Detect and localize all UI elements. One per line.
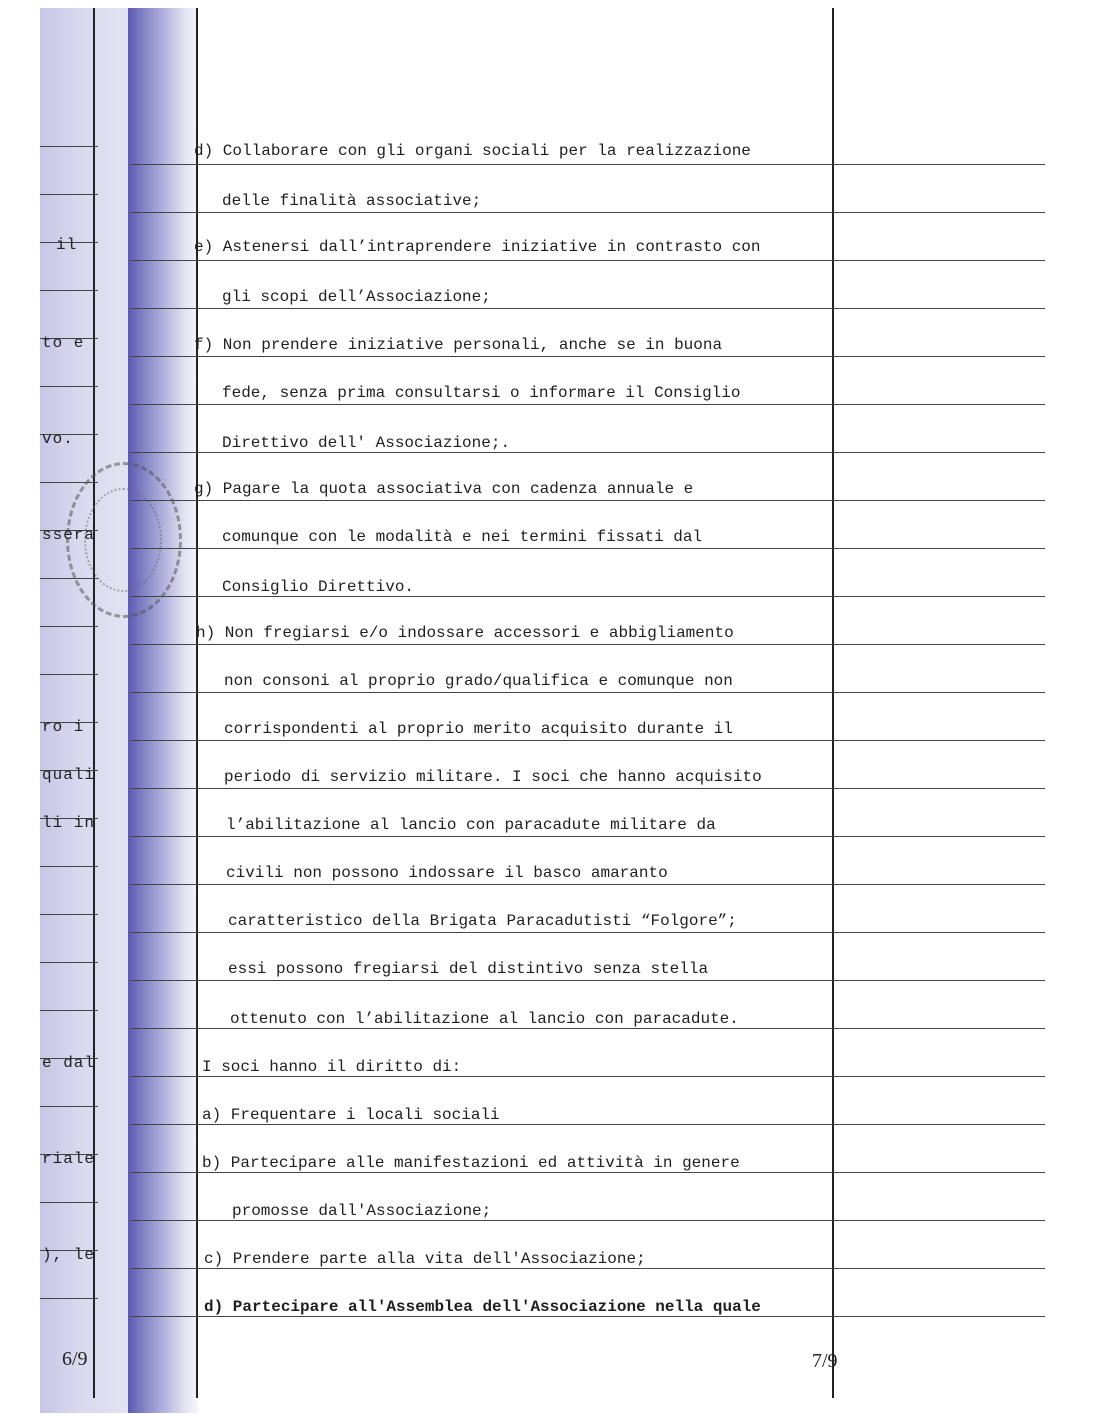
ruled-line-left: [40, 194, 98, 195]
left-fragment: ssera: [42, 526, 96, 544]
left-fragment: ro i: [42, 718, 85, 736]
text-line: comunque con le modalità e nei termini fissati dal: [222, 528, 703, 546]
seal-stamp-inner-ring: [84, 488, 162, 592]
ruled-line: [130, 404, 1045, 405]
ruled-line-left: [40, 146, 98, 147]
ruled-line-left: [40, 1202, 98, 1203]
text-line: periodo di servizio militare. I soci che hanno acquisito: [224, 768, 762, 786]
ruled-line: [130, 308, 1045, 309]
text-line: corrispondenti al proprio merito acquisito durante il: [224, 720, 733, 738]
ruled-line-left: [40, 1106, 98, 1107]
text-line: Direttivo dell' Associazione;.: [222, 434, 511, 452]
text-line: l’abilitazione al lancio con paracadute militare da: [226, 816, 716, 834]
binding-spine-shadow: [128, 8, 198, 1413]
ruled-line-left: [40, 386, 98, 387]
ruled-line: [130, 692, 1045, 693]
left-fragment: ), le: [42, 1246, 96, 1264]
ruled-line: [130, 1124, 1045, 1125]
scan-margin: [0, 0, 40, 1414]
ruled-line: [130, 356, 1045, 357]
ruled-line-left: [40, 914, 98, 915]
text-line: essi possono fregiarsi del distintivo senza stella: [228, 960, 709, 978]
ruled-line: [130, 212, 1045, 213]
left-fragment: il: [56, 236, 78, 254]
text-line: c) Prendere parte alla vita dell'Associazione;: [204, 1250, 646, 1268]
text-line: promosse dall'Associazione;: [232, 1202, 492, 1220]
ruled-line-left: [40, 866, 98, 867]
text-line: civili non possono indossare il basco amaranto: [226, 864, 668, 882]
text-line: non consoni al proprio grado/qualifica e comunque non: [224, 672, 733, 690]
ruled-line: [130, 884, 1045, 885]
ruled-line: [130, 1076, 1045, 1077]
text-line: caratteristico della Brigata Paracadutisti “Folgore”;: [228, 912, 737, 930]
text-line: d) Collaborare con gli organi sociali per la realizzazione: [194, 142, 751, 160]
ruled-line: [130, 452, 1045, 453]
ruled-line-left: [40, 1010, 98, 1011]
ruled-line: [130, 788, 1045, 789]
text-line: I soci hanno il diritto di:: [202, 1058, 462, 1076]
ruled-line: [130, 1316, 1045, 1317]
text-line: g) Pagare la quota associativa con cadenza annuale e: [194, 480, 694, 498]
left-page-number: 6/9: [62, 1348, 88, 1370]
ruled-line: [130, 1268, 1045, 1269]
text-line: gli scopi dell’Associazione;: [222, 288, 491, 306]
right-page-number: 7/9: [812, 1350, 838, 1372]
ruled-line: [130, 1172, 1045, 1173]
text-line: f) Non prendere iniziative personali, anche se in buona: [194, 336, 723, 354]
ruled-line: [130, 164, 1045, 165]
text-line: fede, senza prima consultarsi o informare il Consiglio: [222, 384, 741, 402]
ruled-line-left: [40, 290, 98, 291]
text-line: h) Non fregiarsi e/o indossare accessori e abbigliamento: [196, 624, 734, 642]
ruled-line-left: [40, 674, 98, 675]
left-fragment: e dal: [42, 1054, 96, 1072]
text-line: ottenuto con l’abilitazione al lancio con paracadute.: [230, 1010, 739, 1028]
ruled-line: [130, 500, 1045, 501]
ruled-line: [130, 836, 1045, 837]
ruled-line-left: [40, 626, 98, 627]
ruled-line-left: [40, 962, 98, 963]
ruled-line: [130, 1220, 1045, 1221]
left-fragment: vo.: [42, 430, 74, 448]
text-line: a) Frequentare i locali sociali: [202, 1106, 500, 1124]
text-line: b) Partecipare alle manifestazioni ed attività in genere: [202, 1154, 740, 1172]
ruled-line: [130, 260, 1045, 261]
left-fragment: to e: [42, 334, 85, 352]
ruled-line: [130, 644, 1045, 645]
left-fragment: li in: [42, 814, 96, 832]
ruled-line: [130, 932, 1045, 933]
text-line: Consiglio Direttivo.: [222, 578, 415, 596]
right-page-right-rule: [832, 8, 834, 1398]
ruled-line-left: [40, 1298, 98, 1299]
ruled-line: [130, 1028, 1045, 1029]
ruled-line: [130, 596, 1045, 597]
text-line: e) Astenersi dall’intraprendere iniziative in contrasto con: [194, 238, 761, 256]
ruled-line: [130, 980, 1045, 981]
left-page-margin-rule: [93, 8, 95, 1398]
text-line: d) Partecipare all'Assemblea dell'Associazione nella quale: [204, 1298, 761, 1316]
left-fragment: quali: [42, 766, 96, 784]
text-line: delle finalità associative;: [222, 192, 482, 210]
ruled-line: [130, 548, 1045, 549]
right-page-left-rule: [196, 8, 198, 1398]
ruled-line: [130, 740, 1045, 741]
left-fragment: riale: [42, 1150, 96, 1168]
